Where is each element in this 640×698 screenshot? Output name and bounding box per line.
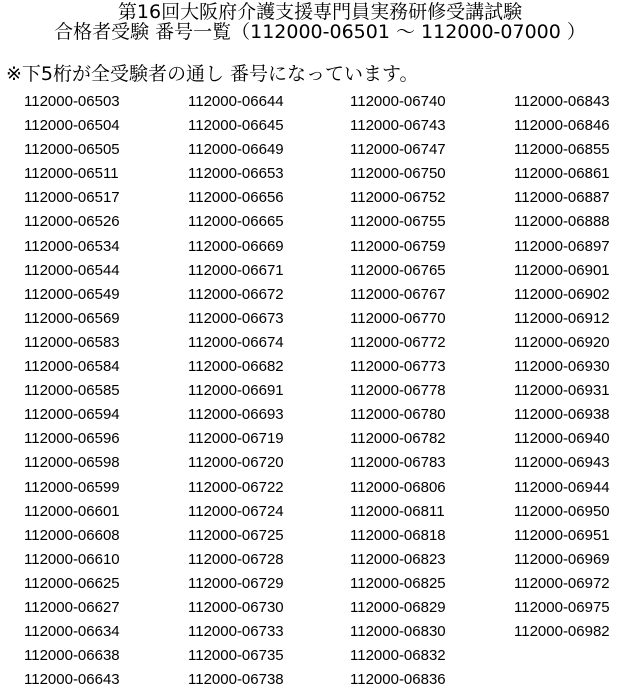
exam-number: 112000-06747 [350,141,446,159]
exam-number: 112000-06951 [514,526,610,544]
exam-number: 112000-06634 [24,623,120,641]
exam-number: 112000-06778 [350,382,446,400]
exam-number: 112000-06599 [24,478,120,496]
exam-number: 112000-06735 [188,647,284,665]
exam-number: 112000-06638 [24,647,120,665]
exam-number: 112000-06596 [24,430,120,448]
exam-number: 112000-06511 [24,165,119,183]
exam-number: 112000-06887 [514,189,610,207]
exam-number: 112000-06671 [188,261,284,279]
exam-number: 112000-06901 [514,261,610,279]
exam-number: 112000-06755 [350,213,446,231]
exam-number: 112000-06517 [24,189,120,207]
exam-number: 112000-06669 [188,237,284,255]
exam-number: 112000-06861 [514,165,610,183]
exam-number: 112000-06610 [24,550,120,568]
exam-number: 112000-06972 [514,574,610,592]
exam-number: 112000-06719 [188,430,284,448]
exam-number: 112000-06504 [24,117,120,135]
exam-number: 112000-06772 [350,333,446,351]
exam-number: 112000-06829 [350,598,446,616]
exam-number: 112000-06950 [514,502,610,520]
exam-number: 112000-06583 [24,333,120,351]
number-column-2 [188,91,284,693]
exam-number: 112000-06608 [24,526,120,544]
exam-number: 112000-06601 [24,502,120,520]
exam-number: 112000-06598 [24,454,120,472]
exam-number: 112000-06931 [514,382,610,400]
exam-number: 112000-06656 [188,189,284,207]
exam-number: 112000-06912 [514,309,610,327]
exam-number: 112000-06728 [188,550,284,568]
exam-number: 112000-06855 [514,141,610,159]
number-column-4 [514,91,610,645]
exam-number: 112000-06782 [350,430,446,448]
exam-number: 112000-06843 [514,93,610,110]
exam-number: 112000-06836 [350,671,446,689]
exam-number: 112000-06752 [350,189,446,207]
exam-number: 112000-06682 [188,358,284,376]
exam-number: 112000-06825 [350,574,446,592]
exam-number: 112000-06649 [188,141,284,159]
exam-number: 112000-06969 [514,550,610,568]
exam-number: 112000-06750 [350,165,446,183]
exam-number: 112000-06767 [350,285,446,303]
exam-number: 112000-06673 [188,309,284,327]
exam-number: 112000-06674 [188,333,284,351]
exam-number: 112000-06693 [188,406,284,424]
number-column-1 [24,91,120,693]
exam-number: 112000-06930 [514,358,610,376]
note-text: ※下5桁が全受験者の通し 番号になっています。 [6,63,419,85]
exam-number: 112000-06569 [24,309,120,327]
exam-number: 112000-06643 [24,671,120,689]
exam-number: 112000-06811 [350,502,445,520]
exam-number: 112000-06672 [188,285,284,303]
exam-number: 112000-06982 [514,623,610,641]
exam-number: 112000-06720 [188,454,284,472]
exam-number: 112000-06627 [24,598,120,616]
exam-number: 112000-06544 [24,261,120,279]
exam-number: 112000-06740 [350,93,446,110]
exam-number: 112000-06503 [24,93,120,110]
exam-number: 112000-06780 [350,406,446,424]
exam-number: 112000-06644 [188,93,284,110]
exam-number: 112000-06832 [350,647,446,665]
exam-number: 112000-06584 [24,358,120,376]
exam-number: 112000-06920 [514,333,610,351]
document-subtitle: 合格者受験 番号一覧（112000-06501 ～ 112000-07000 ） [54,21,586,43]
exam-number: 112000-06665 [188,213,284,231]
exam-number: 112000-06830 [350,623,446,641]
exam-number: 112000-06773 [350,358,446,376]
exam-number: 112000-06943 [514,454,610,472]
exam-number: 112000-06944 [514,478,610,496]
exam-number: 112000-06846 [514,117,610,135]
exam-number: 112000-06765 [350,261,446,279]
exam-number: 112000-06897 [514,237,610,255]
exam-number: 112000-06743 [350,117,446,135]
exam-number: 112000-06733 [188,623,284,641]
exam-number: 112000-06729 [188,574,284,592]
exam-number: 112000-06691 [188,382,284,400]
exam-number: 112000-06549 [24,285,120,303]
exam-number: 112000-06585 [24,382,120,400]
exam-number: 112000-06818 [350,526,446,544]
number-column-3 [350,91,446,693]
exam-number: 112000-06526 [24,213,120,231]
exam-number: 112000-06975 [514,598,610,616]
document-title: 第16回大阪府介護支援専門員実務研修受講試験 [117,1,523,23]
exam-number: 112000-06806 [350,478,446,496]
exam-number: 112000-06888 [514,213,610,231]
exam-number: 112000-06770 [350,309,446,327]
exam-number: 112000-06724 [188,502,284,520]
exam-number: 112000-06653 [188,165,284,183]
exam-number: 112000-06738 [188,671,284,689]
exam-number: 112000-06823 [350,550,446,568]
exam-number: 112000-06505 [24,141,120,159]
exam-number: 112000-06730 [188,598,284,616]
exam-number: 112000-06534 [24,237,120,255]
exam-number: 112000-06902 [514,285,610,303]
exam-number: 112000-06783 [350,454,446,472]
exam-number: 112000-06938 [514,406,610,424]
exam-number: 112000-06645 [188,117,284,135]
exam-number: 112000-06725 [188,526,284,544]
exam-number: 112000-06940 [514,430,610,448]
exam-number: 112000-06759 [350,237,446,255]
exam-number: 112000-06722 [188,478,284,496]
exam-number: 112000-06594 [24,406,120,424]
exam-number: 112000-06625 [24,574,120,592]
